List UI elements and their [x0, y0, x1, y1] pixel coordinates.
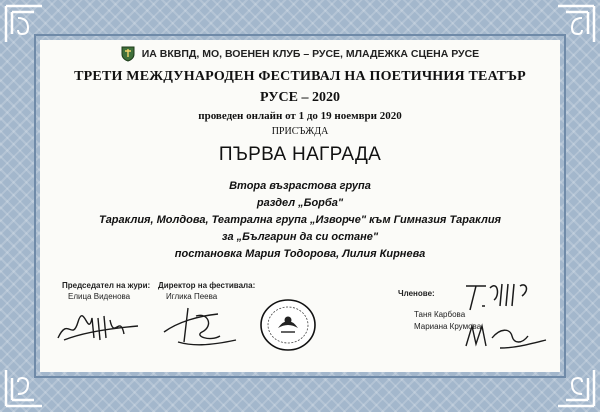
member-name: Мариана Крумова — [414, 322, 482, 331]
member-signature — [460, 318, 550, 354]
jury-chair-signature — [54, 308, 142, 348]
organization-name: ИА ВКВПД, МО, ВОЕНЕН КЛУБ – РУСЕ, МЛАДЕЖКА СЦЕНА РУСЕ — [141, 47, 480, 60]
festival-director-label: Директор на фестивала: — [158, 281, 256, 290]
festival-stamp-icon — [259, 298, 317, 352]
play-title: за „Българин да си остане" — [221, 231, 379, 243]
directors: постановка Мария Тодорова, Лилия Кирнева — [174, 248, 426, 260]
festival-director-name: Иглика Пеева — [166, 292, 218, 301]
members-label: Членове: — [398, 289, 435, 298]
age-group: Втора възрастова група — [229, 180, 371, 192]
festival-director-signature — [158, 302, 244, 352]
prize-title: ПЪРВА НАГРАДА — [218, 144, 382, 165]
festival-title: ТРЕТИ МЕЖДУНАРОДЕН ФЕСТИВАЛ НА ПОЕТИЧНИЯ ТЕАТЪР — [74, 69, 526, 84]
awards-label: ПРИСЪЖДА — [271, 126, 329, 137]
organization-header — [40, 46, 560, 62]
section: раздел „Борба" — [256, 197, 344, 209]
crest-icon — [121, 46, 135, 62]
jury-chair-label: Председател на жури: — [62, 281, 151, 290]
member-signature — [460, 276, 542, 318]
member-name: Таня Карбова — [414, 310, 466, 319]
jury-chair-name: Елица Виденова — [68, 292, 131, 301]
city-year: РУСЕ – 2020 — [260, 90, 340, 105]
held-dates: проведен онлайн от 1 до 19 ноември 2020 — [198, 110, 402, 122]
recipient: Тараклия, Молдова, Театрална група „Изворче" към Гимназия Тараклия — [98, 214, 502, 226]
certificate-panel — [40, 40, 560, 372]
